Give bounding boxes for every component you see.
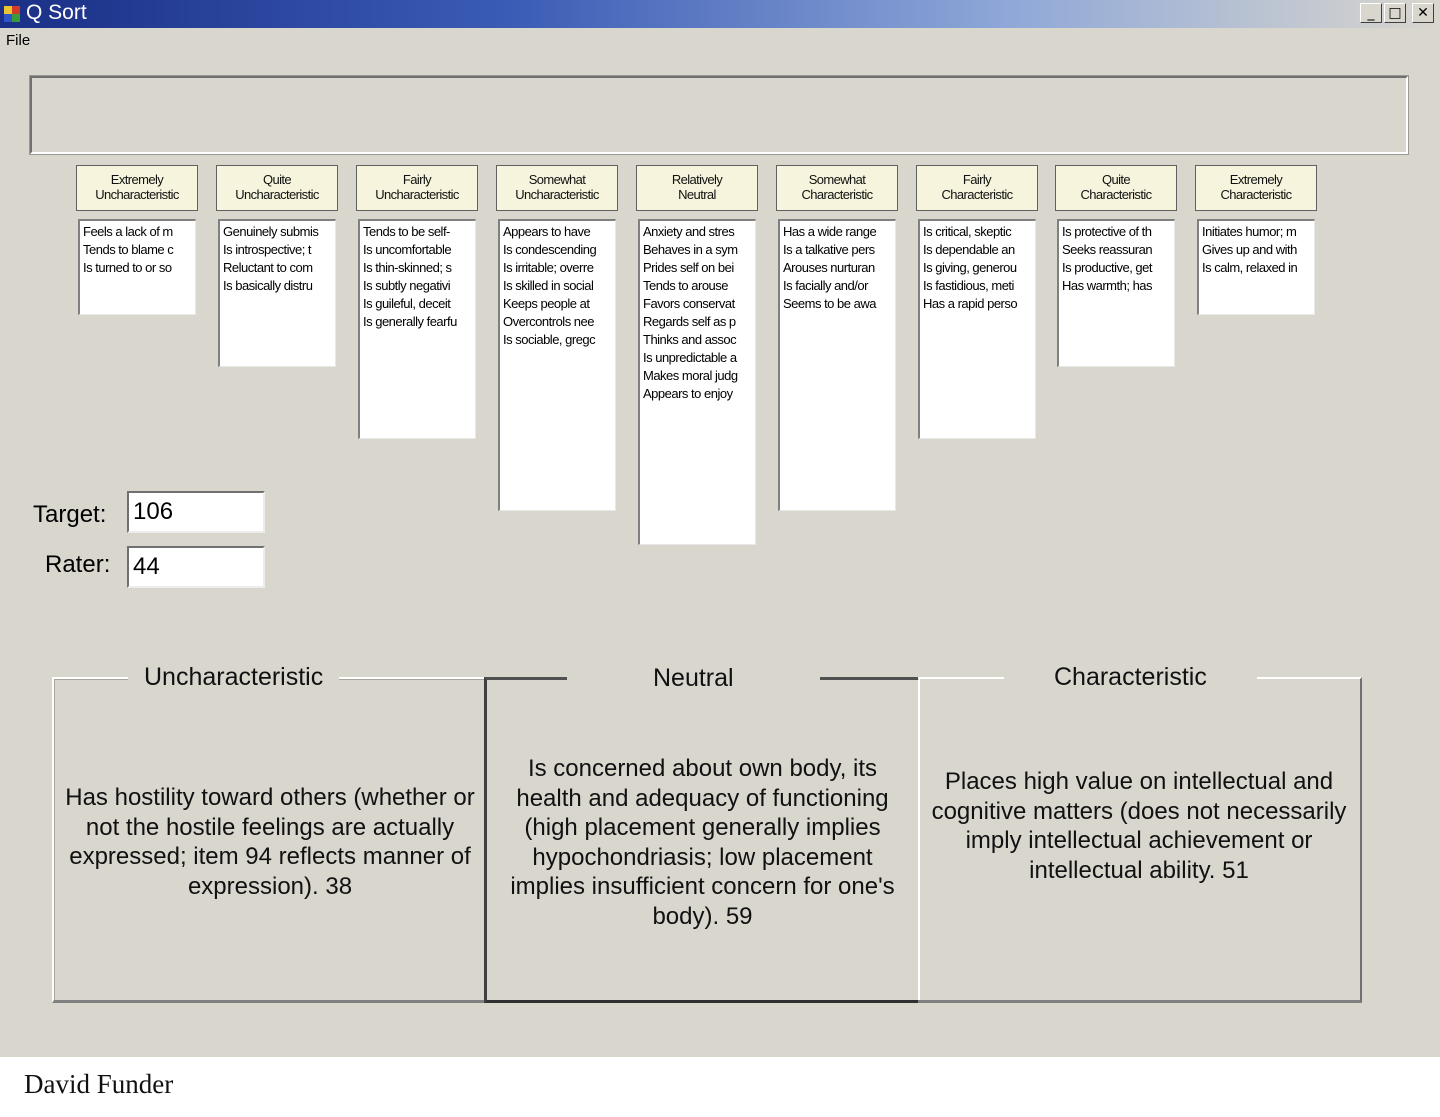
list-item[interactable]: Is introspective; t [223, 242, 312, 257]
list-item[interactable]: Is uncomfortable [363, 242, 452, 257]
neutral-item-text: Is concerned about own body, its health and adequacy of functioning (high placement generally implies hypochondriasis; low placement implies insufficient concern for one's body). 59 [510, 755, 895, 930]
column-header: Somewhat Characteristic [776, 165, 898, 211]
list-item[interactable]: Gives up and with [1202, 242, 1297, 257]
column-list[interactable] [1057, 219, 1175, 367]
list-item[interactable]: Has a wide range [783, 224, 877, 239]
list-item[interactable]: Behaves in a sym [643, 242, 738, 257]
menu-bar [0, 30, 1440, 52]
title-bar [0, 0, 1440, 28]
column-list[interactable] [218, 219, 336, 367]
uncharacteristic-item-text: Has hostility toward others (whether or not the hostile feelings are actually expressed; item 94 reflects manner of expression). 38 [65, 784, 475, 900]
column-list[interactable] [778, 219, 896, 511]
column-header: Fairly Uncharacteristic [356, 165, 478, 211]
characteristic-group-title: Characteristic [1004, 663, 1257, 692]
column-list[interactable] [498, 219, 616, 511]
characteristic-group[interactable] [918, 663, 1362, 1003]
list-item[interactable]: Thinks and assoc [643, 332, 737, 347]
list-item[interactable]: Favors conservat [643, 296, 735, 311]
list-item[interactable]: Is subtly negativi [363, 278, 451, 293]
column-header: Somewhat Uncharacteristic [496, 165, 618, 211]
list-item[interactable]: Anxiety and stres [643, 224, 735, 239]
app-icon [4, 6, 20, 22]
column-list[interactable] [1197, 219, 1315, 315]
list-item[interactable]: Arouses nurturan [783, 260, 875, 275]
list-item[interactable]: Tends to arouse [643, 278, 729, 293]
list-item[interactable]: Regards self as p [643, 314, 736, 329]
list-item[interactable]: Has a rapid perso [923, 296, 1018, 311]
target-label: Target: [33, 501, 107, 528]
list-item[interactable]: Appears to have [503, 224, 591, 239]
neutral-group-title: Neutral [567, 664, 820, 693]
list-item[interactable]: Seeks reassuran [1062, 242, 1153, 257]
current-item-box[interactable] [30, 76, 1408, 154]
list-item[interactable]: Reluctant to com [223, 260, 313, 275]
list-item[interactable]: Is critical, skeptic [923, 224, 1012, 239]
uncharacteristic-group[interactable] [52, 663, 486, 1003]
list-item[interactable]: Appears to enjoy [643, 386, 733, 401]
column-list[interactable] [78, 219, 196, 315]
column-header: Extremely Characteristic [1195, 165, 1317, 211]
list-item[interactable]: Is dependable an [923, 242, 1015, 257]
list-item[interactable]: Genuinely submis [223, 224, 319, 239]
close-button[interactable]: ✕ [1412, 3, 1434, 23]
column-header: Extremely Uncharacteristic [76, 165, 198, 211]
list-item[interactable]: Is skilled in social [503, 278, 594, 293]
list-item[interactable]: Overcontrols nee [503, 314, 594, 329]
list-item[interactable]: Has warmth; has [1062, 278, 1153, 293]
list-item[interactable]: Tends to be self- [363, 224, 450, 239]
characteristic-item-text: Places high value on intellectual and cognitive matters (does not necessarily imply intellectual achievement or intellectual ability. 51 [931, 768, 1347, 884]
list-item[interactable]: Tends to blame c [83, 242, 174, 257]
list-item[interactable]: Is unpredictable a [643, 350, 737, 365]
list-item[interactable]: Is fastidious, meti [923, 278, 1014, 293]
list-item[interactable]: Is sociable, gregc [503, 332, 596, 347]
list-item[interactable]: Seems to be awa [783, 296, 876, 311]
list-item[interactable]: Is guileful, deceit [363, 296, 451, 311]
footer [0, 1057, 1440, 1117]
list-item[interactable]: Is condescending [503, 242, 597, 257]
window-title: Q Sort [26, 1, 87, 24]
column-header: Quite Characteristic [1055, 165, 1177, 211]
list-item[interactable]: Initiates humor; m [1202, 224, 1297, 239]
list-item[interactable]: Makes moral judg [643, 368, 738, 383]
list-item[interactable]: Is thin-skinned; s [363, 260, 452, 275]
list-item[interactable]: Keeps people at [503, 296, 590, 311]
list-item[interactable]: Is calm, relaxed in [1202, 260, 1298, 275]
column-header: Relatively Neutral [636, 165, 758, 211]
list-item[interactable]: Is a talkative pers [783, 242, 875, 257]
list-item[interactable]: Is basically distru [223, 278, 313, 293]
column-list[interactable] [918, 219, 1036, 439]
list-item[interactable]: Is facially and/or [783, 278, 868, 293]
list-item[interactable]: Is protective of th [1062, 224, 1152, 239]
list-item[interactable]: Is giving, generou [923, 260, 1017, 275]
column-header: Fairly Characteristic [916, 165, 1038, 211]
uncharacteristic-group-title: Uncharacteristic [128, 663, 339, 692]
menu-file[interactable]: File [6, 32, 31, 49]
column-list[interactable] [358, 219, 476, 439]
credit-text: David Funder [24, 1069, 174, 1099]
list-item[interactable]: Is irritable; overre [503, 260, 594, 275]
list-item[interactable]: Feels a lack of m [83, 224, 173, 239]
rater-label: Rater: [45, 551, 111, 578]
list-item[interactable]: Is generally fearfu [363, 314, 457, 329]
column-header: Quite Uncharacteristic [216, 165, 338, 211]
neutral-group[interactable] [484, 664, 920, 1003]
list-item[interactable]: Is turned to or so [83, 260, 172, 275]
target-input[interactable] [127, 491, 265, 533]
list-item[interactable]: Is productive, get [1062, 260, 1152, 275]
minimize-button[interactable]: _ [1360, 3, 1382, 23]
column-list[interactable] [638, 219, 756, 545]
list-item[interactable]: Prides self on bei [643, 260, 734, 275]
rater-input[interactable] [127, 546, 265, 588]
maximize-button[interactable]: □ [1384, 3, 1406, 23]
